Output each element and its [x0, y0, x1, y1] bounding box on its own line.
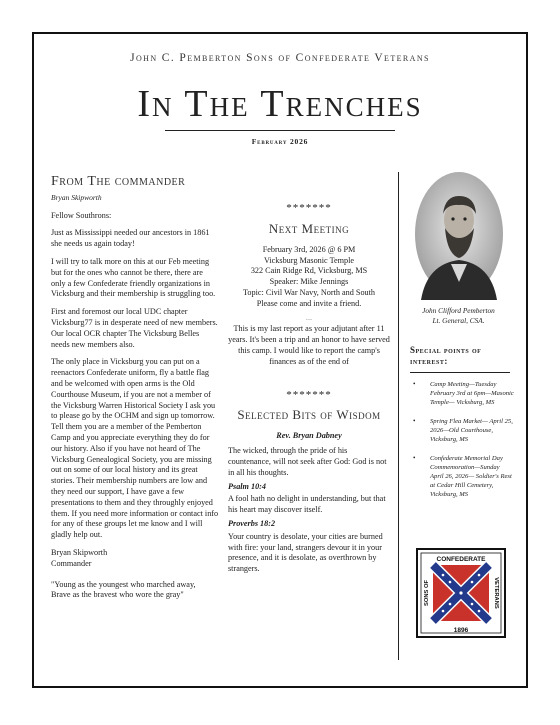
closing-quote-line: "Young as the youngest who marched away, — [51, 579, 196, 589]
meeting-line: Vicksburg Masonic Temple — [263, 255, 355, 265]
scv-logo — [416, 548, 506, 638]
commander-paragraph: Fellow Southrons: — [51, 210, 112, 220]
closing-quote-line: Brave as the bravest who wore the gray" — [51, 590, 184, 600]
bullet-icon: • — [413, 380, 416, 388]
portrait-caption — [402, 306, 515, 326]
logo-top-text: CONFEDERATE — [436, 556, 486, 563]
wisdom-author: Rev. Bryan Dabney — [276, 431, 342, 441]
meeting-line: 322 Cain Ridge Rd, Vicksburg, MS — [250, 266, 368, 276]
commander-paragraph: Just as Mississippi needed our ancestors in 1861 she needs us again today! — [51, 228, 210, 249]
commander-byline: Bryan Skipworth — [51, 192, 102, 202]
section-dots: ... — [305, 312, 313, 322]
special-points-title: Special points of interest: — [410, 345, 482, 366]
wisdom-reference: Proverbs 18:2 — [228, 518, 276, 528]
issue-date: February 2026 — [251, 137, 309, 146]
meeting-line: Speaker: Mike Jennings — [269, 277, 349, 287]
special-points-list — [410, 380, 514, 509]
commander-signature-title: Commander — [51, 558, 92, 568]
adjutant-report: This is my last report as your adjutant after 11 years. It's been a trip and an honor to have served this camp. I would like to report the camp's finances as of the end of — [228, 324, 390, 366]
commander-column — [51, 174, 219, 601]
meeting-line: February 3rd, 2026 @ 6 PM — [262, 244, 356, 254]
meeting-heading: Next Meeting — [268, 220, 350, 236]
wisdom-text: Your country is desolate, your cities are burned with fire: your land, strangers devour it in your presence, and it is desolate, as overthrown by strangers. — [228, 531, 383, 574]
meeting-column — [228, 203, 390, 575]
column-divider — [398, 172, 399, 660]
newsletter-title: In The Trenches — [137, 83, 423, 125]
special-point-text: Camp Meeting—Tuesday February 3rd at 6pm—Masonic Temple— Vicksburg, MS — [430, 381, 514, 406]
meeting-line: Please come and invite a friend. — [256, 298, 362, 308]
commander-signature-name: Bryan Skipworth — [51, 547, 108, 557]
caption-rank: Lt. General, CSA. — [432, 316, 485, 325]
bullet-icon: • — [413, 454, 416, 462]
caption-name: John Clifford Pemberton — [422, 306, 495, 315]
wisdom-heading: Selected Bits of Wisdom — [237, 407, 381, 423]
pemberton-portrait — [413, 172, 505, 300]
commander-paragraph: First and foremost our local UDC chapter Vicksburg77 is in desperate need of new members. Our local OCR chapter The Vicksburg Belles needs new members also. — [51, 307, 218, 349]
special-points-divider — [410, 372, 510, 373]
closing-quote — [51, 580, 219, 602]
commander-paragraph: The only place in Vicksburg you can put on a reenactors Confederate uniform, fly a battle flag and be welcomed with open arms is the Old Courthouse Museum, if you are not a member of the Vicksburg Warren Historical Society I ask you to please go by the OCHM and sign up tomorrow. Tell them you are a member of the Pemberton Camp and you appreciate everything they do for our history. Also if you have not heard of The Vicksburg Genealogical Society, you are missing out on some of our local history and its great stories. Their membership numbers are low and they need our support, I have gave a few presentations to them and they throughly enjoyed them. If you need more information or contact info for any of these groups let me know and I will gladly help out. — [51, 357, 219, 540]
bullet-icon: • — [413, 417, 416, 425]
meeting-line: Topic: Civil War Navy, North and South — [242, 287, 376, 297]
section-stars: ******* — [286, 388, 332, 401]
commander-paragraph: I will try to talk more on this at our Feb meeting but for the ones who cannot be there, there are only a few Confederate friendly organizations in Vicksburg and their membership is struggling too. — [51, 256, 216, 299]
logo-left-text: SONS OF — [424, 579, 430, 607]
organization-name: John C. Pemberton Sons of Confederate Veterans — [130, 52, 430, 64]
wisdom-text: The wicked, through the pride of his countenance, will not seek after God: God is not in all his thoughts. — [228, 446, 387, 477]
special-point-item — [410, 454, 514, 499]
logo-right-text: VETERANS — [493, 577, 499, 609]
battle-flag-icon — [433, 565, 489, 621]
special-point-text: Confederate Memorial Day Commemoration—Sunday April 26, 2026— Soldier's Rest at Cedar Hill Cemetery, Vicksburg, MS — [430, 455, 512, 498]
meeting-details — [228, 245, 390, 310]
logo-year-text: 1896 — [453, 627, 469, 634]
section-stars: ******* — [286, 202, 332, 214]
special-point-item — [410, 380, 514, 407]
special-point-text: Spring Flea Market— April 25, 2026—Old Courthouse, Vicksburg, MS — [430, 418, 513, 443]
wisdom-text: A fool hath no delight in understanding, but that his heart may discover itself. — [228, 494, 386, 515]
wisdom-reference: Psalm 10:4 — [228, 481, 266, 491]
title-divider — [165, 130, 395, 131]
commander-heading: From The commander — [51, 174, 186, 189]
special-point-item — [410, 417, 514, 444]
